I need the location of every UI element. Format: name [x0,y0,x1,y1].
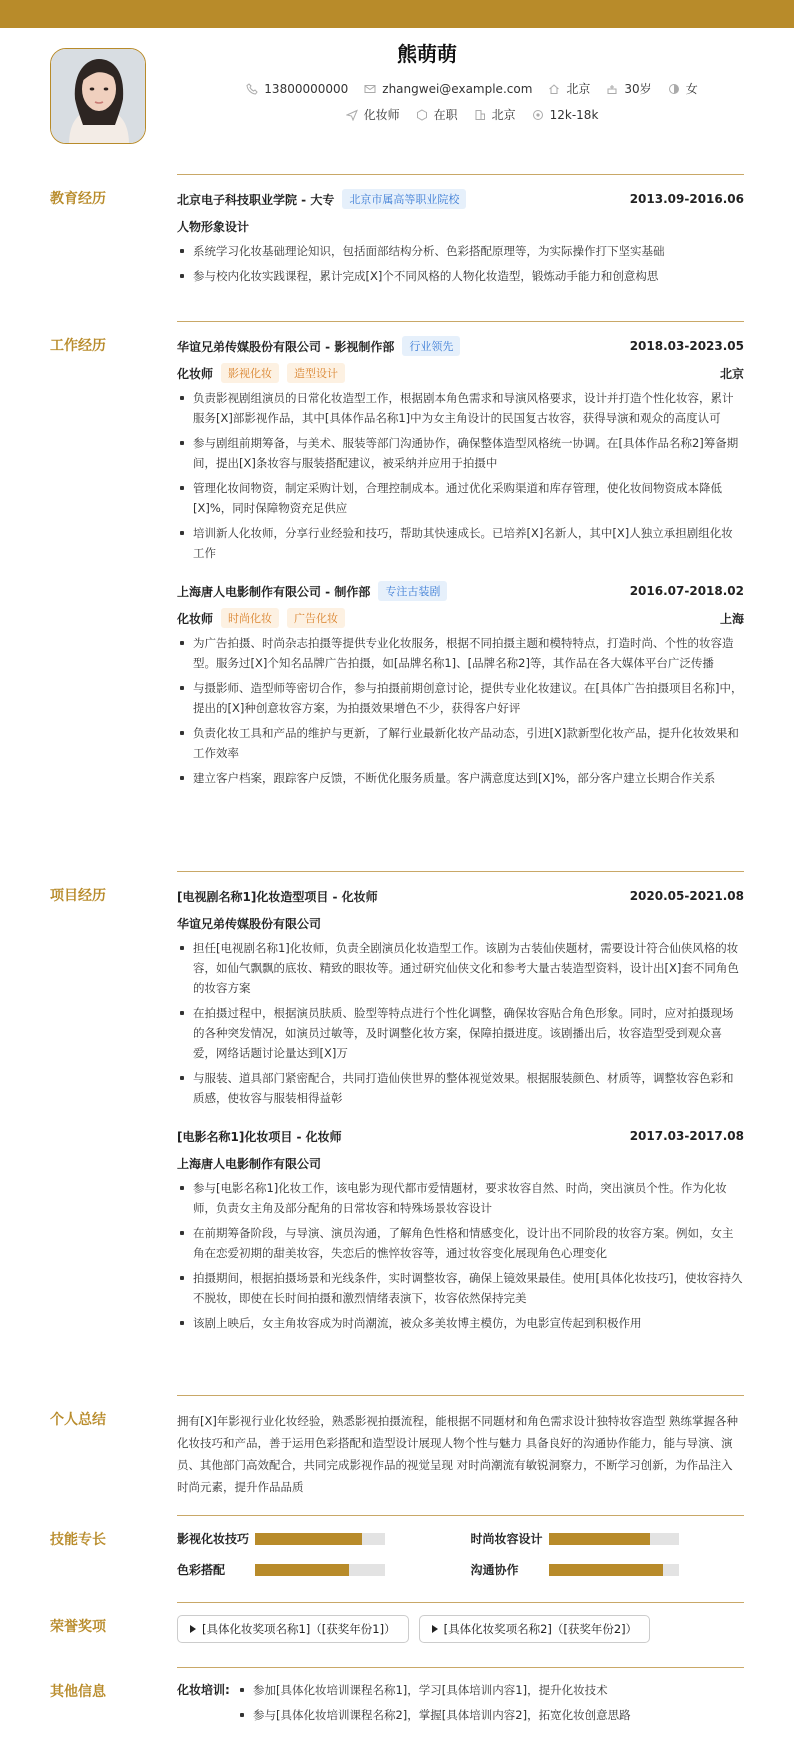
section-title: 荣誉奖项 [50,1619,106,1635]
list-item: 参与[具体化妆培训课程名称2]，掌握[具体培训内容2]，拓宽化妆创意思路 [237,1705,744,1725]
position-text: 化妆师 [363,108,400,122]
contact-row [150,80,794,97]
list-item: 与摄影师、造型师等密切合作，参与拍摄前期创意讨论，提供专业化妆建议。在[具体广告拍摄项目名称]中，提出的[X]种创意妆容方案，为拍摄效果增色不少，获得客户好评 [177,678,744,718]
section-title: 教育经历 [50,191,106,207]
mail-icon [364,83,376,95]
section-title: 个人总结 [50,1412,106,1428]
phone-info [246,82,348,96]
skill-item [177,1561,451,1578]
work-item [177,336,744,563]
skill-name: 沟通协作 [470,1563,519,1577]
list-item: 负责化妆工具和产品的维护与更新，了解行业最新化妆产品动态，引进[X]款新型化妆产品，提升化妆效果和工作效率 [177,723,744,763]
project-date: 2017.03-2017.08 [629,1129,744,1143]
list-item: 管理化妆间物资，制定采购计划，合理控制成本。通过优化采购渠道和库存管理，使化妆间物资成本降低[X]%，同时保障物资充足供应 [177,478,744,518]
skill-bar [255,1533,385,1545]
work-city: 北京 [719,366,744,381]
section-title: 工作经历 [50,338,106,354]
age-text: 30岁 [624,82,652,96]
skill-bar-fill [549,1564,663,1576]
location-text: 北京 [566,82,591,96]
company-tag: 专注古装剧 [378,581,447,601]
work-city: 上海 [719,611,744,626]
award-item [419,1615,651,1643]
list-item: 参与剧组前期筹备，与美术、服装等部门沟通协作，确保整体造型风格统一协调。在[具体作品名称2]筹备期间，提出[X]条妆容与服装搭配建议，被采纳并应用于拍摄中 [177,433,744,473]
section-title: 其他信息 [50,1684,106,1700]
skill-bar-fill [549,1533,650,1545]
section-title: 项目经历 [50,888,106,904]
skill-bar [549,1533,679,1545]
work-date: 2016.07-2018.02 [629,584,744,598]
list-item: 培训新人化妆师，分享行业经验和技巧，帮助其快速成长。已培养[X]名新人，其中[X]人独立承担剧组化妆工作 [177,523,744,563]
company-name: 上海唐人电影制作有限公司 - 制作部 [177,584,371,599]
role: 化妆师 [177,366,214,381]
location-info [548,80,590,97]
triangle-right-icon [432,1625,438,1633]
status-info [416,106,458,123]
send-icon [346,109,358,121]
list-item: 参与校内化妆实践课程，累计完成[X]个不同风格的人物化妆造型，锻炼动手能力和创意构思 [177,266,744,286]
skill-bar [549,1564,679,1576]
skill-bar [255,1564,385,1576]
status-icon [416,109,428,121]
phone-icon [246,83,258,95]
company-name: 华谊兄弟传媒股份有限公司 - 影视制作部 [177,339,395,354]
award-text: [具体化妆奖项名称1]（[获奖年份1]） [202,1622,396,1636]
list-item: 与服装、道具部门紧密配合，共同打造仙侠世界的整体视觉效果。根据服装颜色、材质等，调整妆容色彩和质感，使妆容与服装相得益彰 [177,1068,744,1108]
gender-text: 女 [685,82,698,96]
project-item [177,886,744,1108]
list-item: 建立客户档案，跟踪客户反馈，不断优化服务质量。客户满意度达到[X]%，部分客户建立长期合作关系 [177,768,744,788]
skill-name: 时尚妆容设计 [470,1532,543,1546]
project-name: [电影名称1]化妆项目 - 化妆师 [177,1129,342,1144]
work-city-info [474,106,516,123]
company-tag: 行业领先 [402,336,460,356]
home-icon [548,83,560,95]
list-item: 为广告拍摄、时尚杂志拍摄等提供专业化妆服务，根据不同拍摄主题和模特特点，打造时尚、个性的妆容造型。服务过[X]个知名品牌广告拍摄，如[品牌名称1]、[品牌名称2]等，其作品在各大媒体平台广泛传播 [177,633,744,673]
skill-item [471,1561,745,1578]
cake-icon [606,83,618,95]
skill-name: 影视化妆技巧 [177,1532,250,1546]
email-text: zhangwei@example.com [382,81,533,96]
skill-name: 色彩搭配 [177,1563,226,1577]
school-tag: 北京市属高等职业院校 [342,189,466,209]
project-date: 2020.05-2021.08 [629,889,744,903]
project-company: 华谊兄弟传媒股份有限公司 [177,916,322,931]
work-date: 2018.03-2023.05 [629,339,744,353]
work-city-text: 北京 [491,108,516,122]
salary-info [532,108,599,122]
salary-icon [532,109,544,121]
skill-tag: 影视化妆 [221,363,279,383]
top-accent-bar [0,0,794,28]
list-item: 拍摄期间，根据拍摄场景和光线条件，实时调整妆容，确保上镜效果最佳。使用[具体化妆技巧]，使妆容持久不脱妆，即使在长时间拍摄和激烈情绪表演下，妆容依然保持完美 [177,1268,744,1308]
candidate-name: 熊萌萌 [397,42,457,66]
phone-text: 13800000000 [264,81,349,96]
email-info [364,82,532,96]
list-item: 参与[电影名称1]化妆工作，该电影为现代都市爱情题材，要求妆容自然、时尚，突出演员个性。作为化妆师，负责女主角及部分配角的日常妆容和特殊场景妆容设计 [177,1178,744,1218]
age-info [606,80,651,97]
school-name: 北京电子科技职业学院 - 大专 [177,192,335,207]
gender-info [668,80,698,97]
list-item: 系统学习化妆基础理论知识，包括面部结构分析、色彩搭配原理等，为实际操作打下坚实基础 [177,241,744,261]
list-item: 参加[具体化妆培训课程名称1]，学习[具体培训内容1]，提升化妆技术 [237,1680,744,1700]
skill-item [177,1530,451,1547]
salary-text: 12k-18k [549,107,599,122]
skill-tag: 广告化妆 [287,608,345,628]
project-name: [电视剧名称1]化妆造型项目 - 化妆师 [177,889,378,904]
education-date: 2013.09-2016.06 [629,192,744,206]
position-info [346,106,400,123]
section-title: 技能专长 [50,1532,106,1548]
work-item [177,581,744,788]
job-intent-row [150,106,794,123]
skill-item [471,1530,745,1547]
status-text: 在职 [433,108,458,122]
list-item: 在拍摄过程中，根据演员肤质、脸型等特点进行个性化调整，确保妆容贴合角色形象。同时，应对拍摄现场的各种突发情况，如演员过敏等，及时调整化妆方案，保障拍摄进度。该剧播出后，妆容造型受到观众喜爱，网络话题讨论量达到[X]万 [177,1003,744,1063]
list-item: 负责影视剧组演员的日常化妆造型工作，根据剧本角色需求和导演风格要求，设计并打造个性化妆容，累计服务[X]部影视作品，其中[具体作品名称1]中为女主角设计的民国复古妆容，获得导演和观众的高度认可 [177,388,744,428]
skill-tag: 造型设计 [287,363,345,383]
list-item: 在前期筹备阶段，与导演、演员沟通，了解角色性格和情感变化，设计出不同阶段的妆容方案。例如，女主角在恋爱初期的甜美妆容，失恋后的憔悴妆容等，通过妆容变化展现角色心理变化 [177,1223,744,1263]
major: 人物形象设计 [177,219,250,234]
list-item: 担任[电视剧名称1]化妆师，负责全剧演员化妆造型工作。该剧为古装仙侠题材，需要设计符合仙侠风格的妆容，如仙气飘飘的底妆、精致的眼妆等。通过研究仙侠文化和参考大量古装造型资料，设计出[X]套不同角色的妆容方案 [177,938,744,998]
skill-tag: 时尚化妆 [221,608,279,628]
list-item: 该剧上映后，女主角妆容成为时尚潮流，被众多美妆博主模仿，为电影宣传起到积极作用 [177,1313,744,1333]
triangle-right-icon [190,1625,196,1633]
award-text: [具体化妆奖项名称2]（[获奖年份2]） [443,1622,638,1636]
skill-bar-fill [255,1533,362,1545]
summary-text: 拥有[X]年影视行业化妆经验，熟悉影视拍摄流程，能根据不同题材和角色需求设计独特妆容造型 熟练掌握各种化妆技巧和产品，善于运用色彩搭配和造型设计展现人物个性与魅力 具备良好的沟通协作能力，能与导演、演员、其他部门高效配合，共同完成影视作品的视觉呈现 对时尚潮流有敏锐洞察力，不断学习创新，为作品注入时尚元素，提升作品品质 [177,1414,739,1494]
other-label: 化妆培训: [177,1683,230,1697]
project-item [177,1126,744,1333]
project-company: 上海唐人电影制作有限公司 [177,1156,322,1171]
building-icon [474,109,486,121]
role: 化妆师 [177,611,214,626]
gender-icon [668,83,680,95]
skill-bar-fill [255,1564,349,1576]
award-item [177,1615,409,1643]
